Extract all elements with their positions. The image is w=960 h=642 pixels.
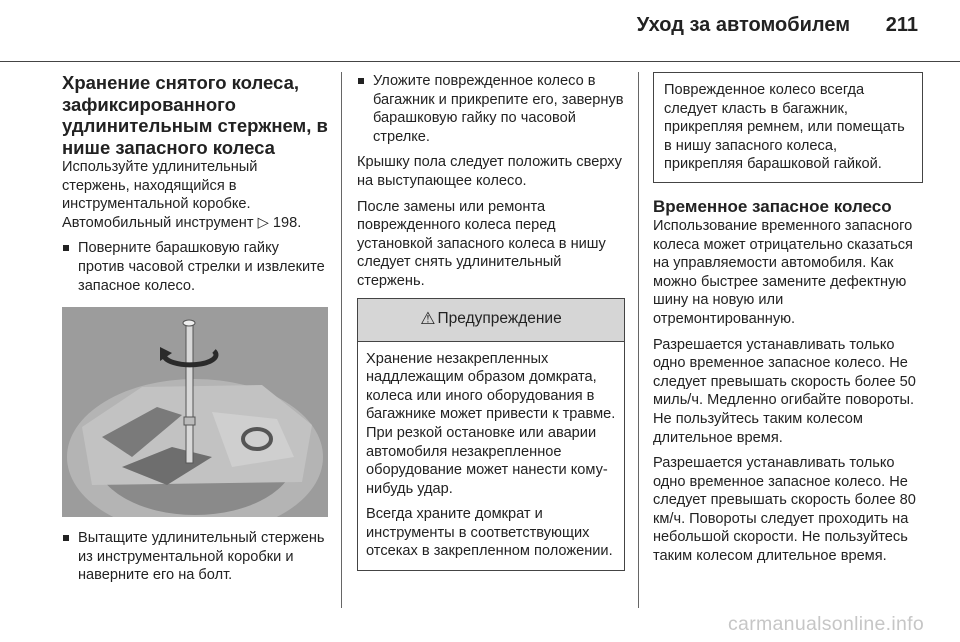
paragraph: Крышку пола следует положить сверху на выступающее колесо. <box>357 154 622 189</box>
column-1 <box>62 72 328 592</box>
warning-box <box>357 298 625 572</box>
list-item: Вытащите удлинительный стержень из инструментальной коробки и наверните его на болт. <box>62 529 328 585</box>
warning-header <box>358 299 624 342</box>
page-number: 211 <box>885 14 918 36</box>
list-item: Уложите поврежденное колесо в багажник и прикрепите его, завернув барашковую гайку по часовой стрелке. <box>357 72 625 146</box>
bullet-square-icon <box>358 78 364 84</box>
spare-wheel-illustration <box>62 307 328 517</box>
note-box <box>653 72 923 183</box>
column-divider-1 <box>341 72 342 608</box>
page-reference-link[interactable]: 198. <box>272 214 302 231</box>
bullet-square-icon <box>63 245 69 251</box>
running-header-title: Уход за автомобилем <box>636 14 850 36</box>
column-2 <box>357 72 625 571</box>
watermark-text: carmanualsonline.info <box>728 613 924 635</box>
column-divider-2 <box>638 72 639 608</box>
section-heading-temporary-spare: Временное запасное колесо <box>653 196 892 216</box>
warning-body <box>358 342 624 571</box>
paragraph: Разрешается устанавливать только одно временное запасное колесо. Не следует превышать скорость более 50 миль/ч. Медленно огибайте повороты. Не пользуйтесь таким колесом длительное время. <box>653 336 916 446</box>
arrow-right-icon: ▷ <box>257 214 269 231</box>
warning-paragraph: Хранение незакрепленных наддлежащим образом домкрата, колеса или иного оборудования в багажнике может привести к травме. При резкой остановке или аварии автомобиля незакрепленное оборудование может нанести кому-нибудь удар. <box>366 350 616 497</box>
column-3 <box>653 72 923 573</box>
list-item: Поверните барашковую гайку против часовой стрелки и извлеките запасное колесо. <box>62 239 328 295</box>
section-heading-storage: Хранение снятого колеса, зафиксированного удлинительным стержнем, в нише запасного колеса <box>62 72 328 158</box>
note-text: Поврежденное колесо всегда следует класть в багажник, прикрепляя ремнем, или помещать в нишу запасного колеса, прикрепляя барашковой гайкой. <box>664 82 905 173</box>
page-header <box>0 0 960 62</box>
paragraph: Использование временного запасного колеса может отрицательно сказаться на управляемости автомобиля. Как можно быстрее замените дефектную шину на новую или отремонтированную. <box>653 217 913 327</box>
bullet-square-icon <box>63 535 69 541</box>
paragraph: Разрешается устанавливать только одно временное запасное колесо. Не следует превышать скорость более 80 км/ч. Повороты следует проходить на небольшой скорости. Не пользуйтесь таким колесом длительное время. <box>653 455 916 565</box>
warning-paragraph: Всегда храните домкрат и инструменты в соответствующих отсеках в закрепленном положении. <box>366 506 613 560</box>
warning-title: Предупреждение <box>437 310 562 328</box>
warning-triangle-icon: ⚠ <box>420 309 436 329</box>
header-divider <box>0 61 960 62</box>
intro-paragraph: Используйте удлинительный стержень, находящийся в инструментальной коробке. Автомобильный инструмент ▷ 198. <box>62 159 302 231</box>
paragraph: После замены или ремонта поврежденного колеса перед установкой запасного колеса в нишу следует снять удлинительный стержень. <box>357 198 606 289</box>
